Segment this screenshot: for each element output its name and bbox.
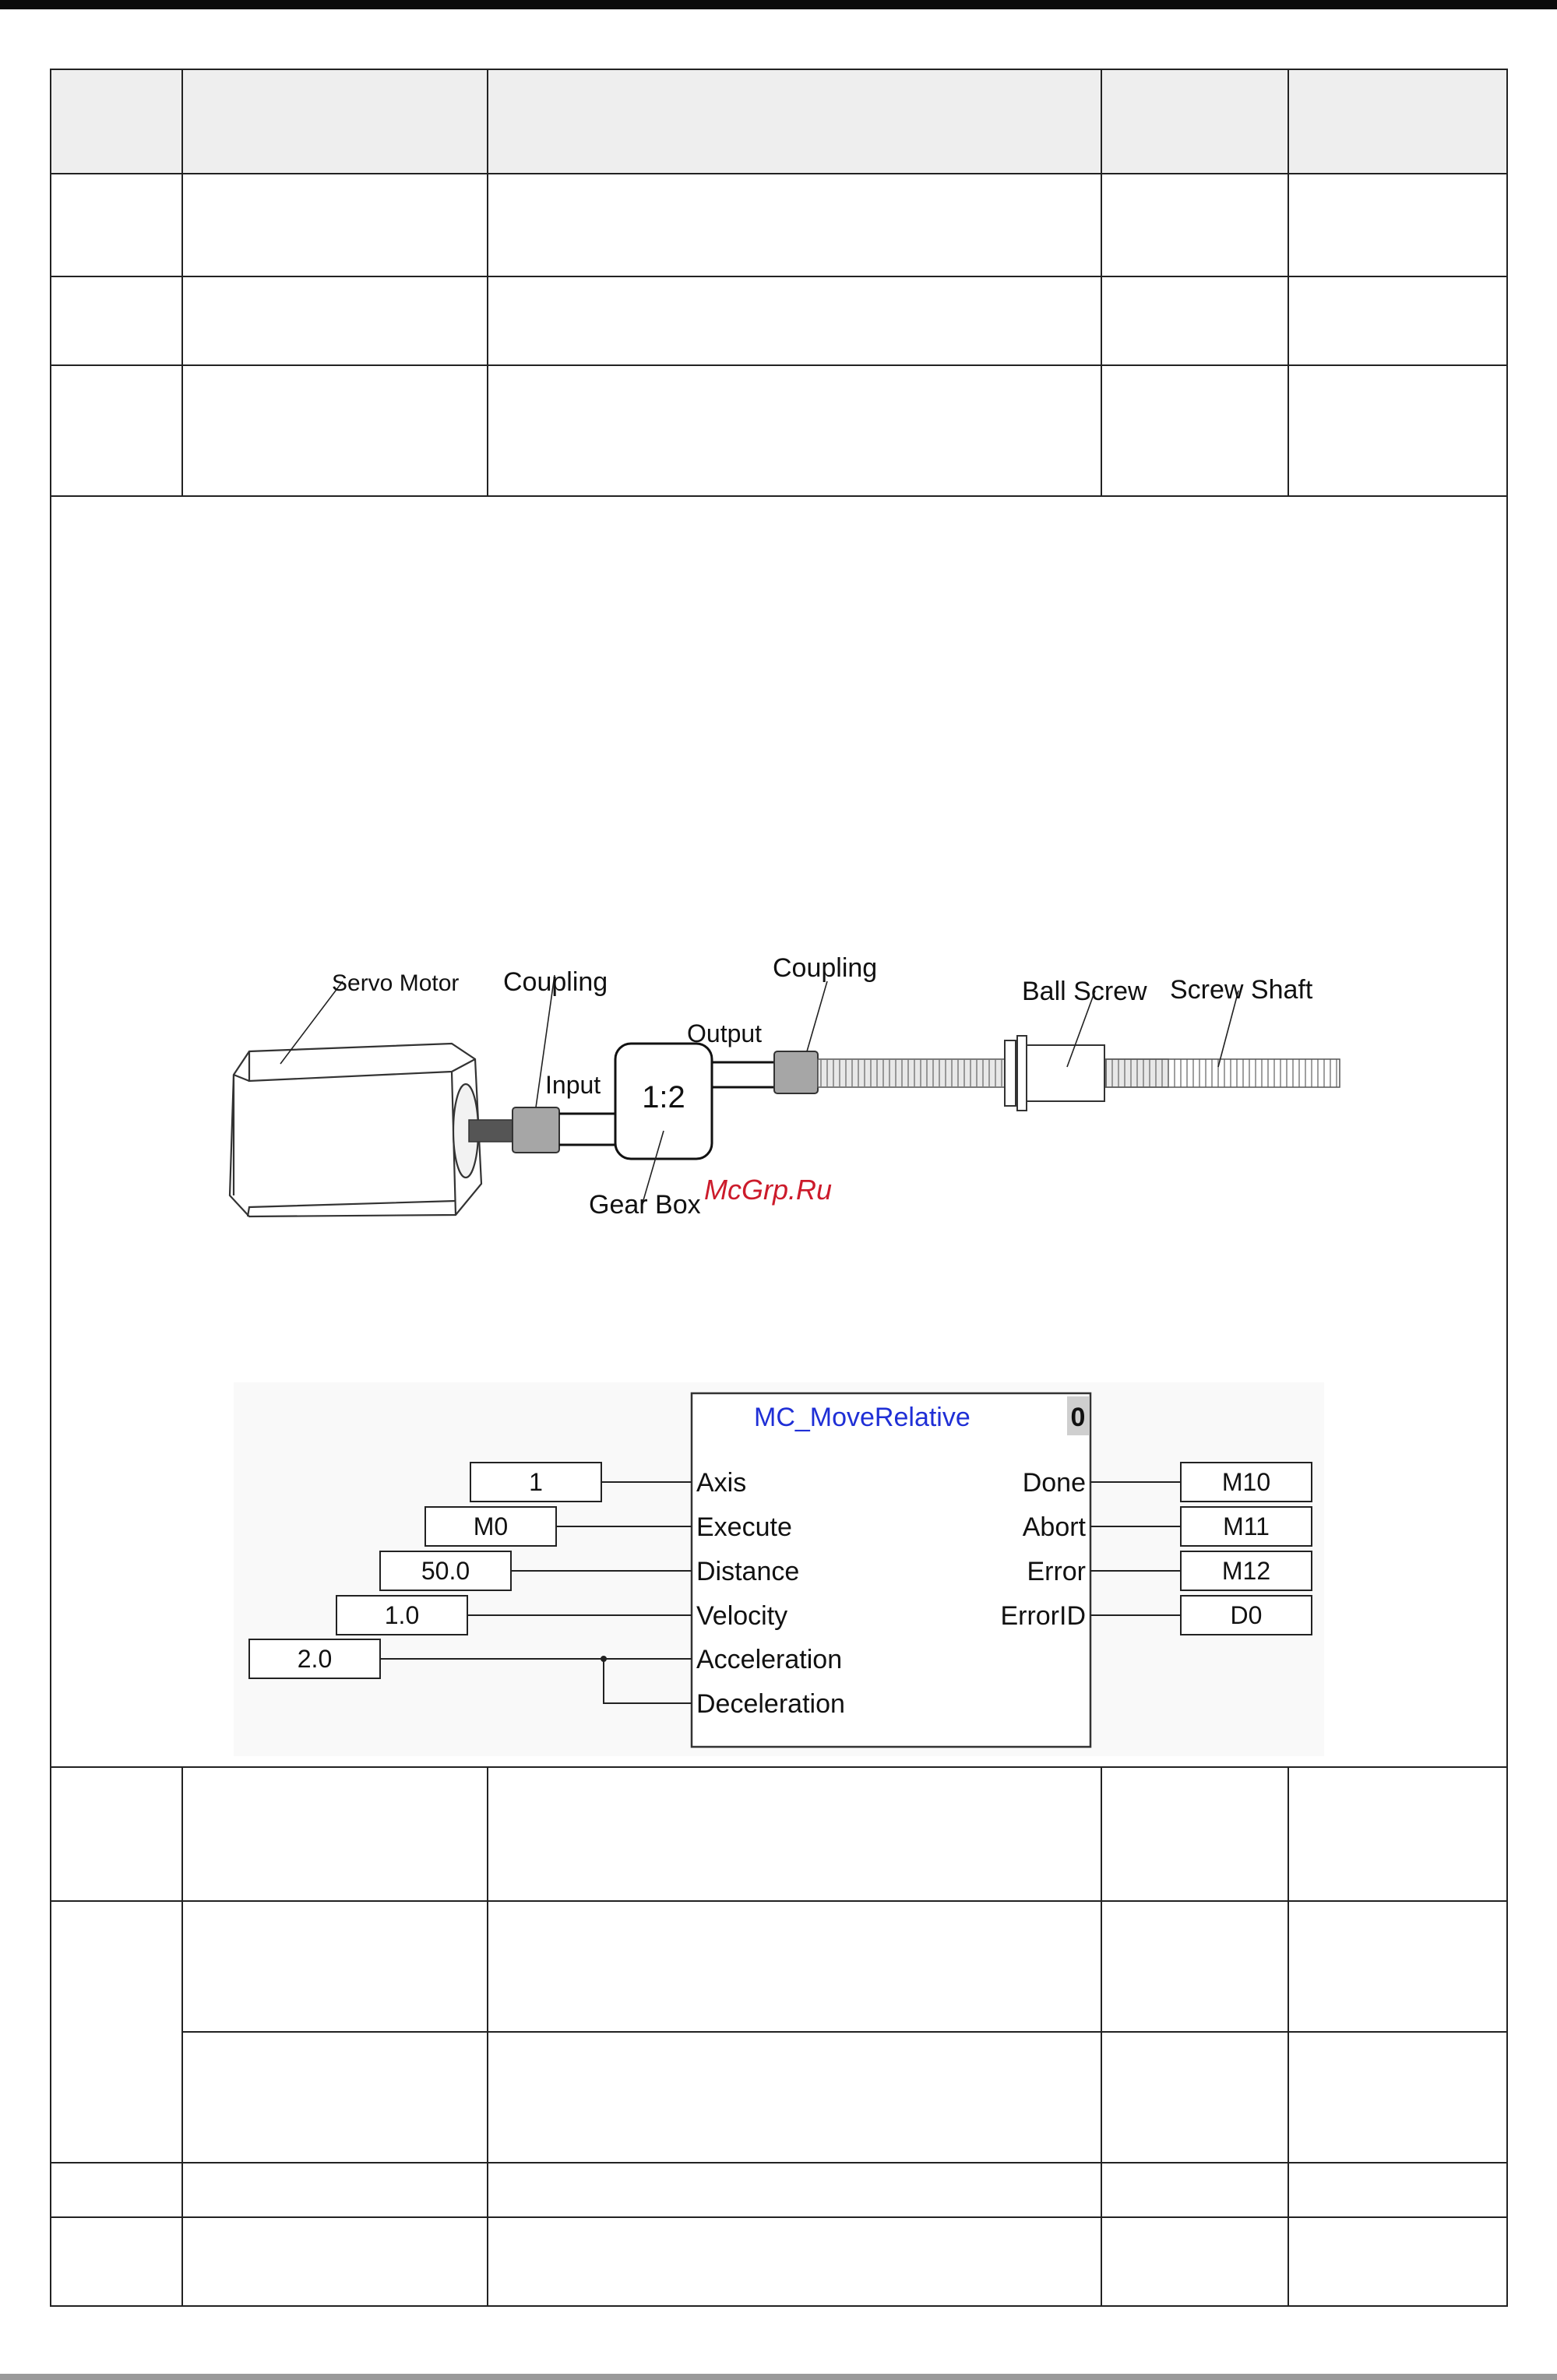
table-cell: [181, 1766, 488, 1902]
table-cell: [487, 2162, 1102, 2218]
table-cell: [487, 2031, 1102, 2163]
table-cell: [1101, 173, 1289, 277]
coupling-1-icon: [513, 1107, 559, 1153]
table-cell: [50, 2162, 183, 2218]
gear-ratio-label: 1:2: [642, 1080, 685, 1114]
input-label: Input: [545, 1071, 601, 1099]
table-cell: [50, 173, 183, 277]
table-cell: [1288, 364, 1508, 497]
input-velocity-value: 1.0: [384, 1601, 420, 1629]
fb-title: MC_MoveRelative: [754, 1403, 970, 1432]
output-errorid-value: D0: [1230, 1601, 1263, 1629]
table-cell: [50, 2216, 183, 2307]
table-cell: [50, 1766, 183, 1902]
table-cell: [1288, 2031, 1508, 2163]
table-cell: [487, 1766, 1102, 1902]
mechanical-drive-diagram: [187, 927, 1355, 1254]
table-cell: [1288, 276, 1508, 366]
fb-instance: 0: [1070, 1403, 1086, 1432]
table-cell: [181, 364, 488, 497]
table-cell: [181, 276, 488, 366]
table-cell: [1288, 2162, 1508, 2218]
bottom-border-bar: [0, 2374, 1557, 2380]
output-label: Output: [687, 1019, 763, 1047]
table-cell: [1101, 276, 1289, 366]
table-header-cell: [487, 69, 1102, 174]
table-cell: [487, 2216, 1102, 2307]
coupling-2-icon: [774, 1051, 818, 1093]
table-cell: [1288, 1900, 1508, 2033]
table-cell: [487, 1900, 1102, 2033]
pin-acceleration: Acceleration: [696, 1645, 843, 1674]
table-cell: [1101, 2216, 1289, 2307]
table-header-cell: [50, 69, 183, 174]
output-abort-value: M11: [1223, 1512, 1270, 1540]
pin-velocity: Velocity: [696, 1601, 788, 1631]
function-block-diagram: [234, 1382, 1324, 1756]
output-error-value: M12: [1221, 1557, 1271, 1585]
pin-error: Error: [1027, 1557, 1086, 1586]
input-distance-value: 50.0: [421, 1557, 470, 1585]
table-cell: [181, 1900, 488, 2033]
table-cell: [50, 1900, 183, 2163]
table-cell: [181, 173, 488, 277]
table-header-cell: [1101, 69, 1289, 174]
input-axis-value: 1: [529, 1468, 543, 1496]
table-header-cell: [181, 69, 488, 174]
table-header-cell: [1288, 69, 1508, 174]
table-cell: [1101, 1900, 1289, 2033]
table-cell: [181, 2031, 488, 2163]
table-cell: [50, 276, 183, 366]
motor-shaft: [469, 1120, 516, 1142]
table-cell: [50, 364, 183, 497]
pin-axis: Axis: [696, 1468, 747, 1498]
table-cell: [1288, 1766, 1508, 1902]
pin-distance: Distance: [696, 1557, 800, 1586]
table-cell: [1101, 1766, 1289, 1902]
input-acceleration-value: 2.0: [297, 1645, 333, 1673]
table-cell: [1101, 2031, 1289, 2163]
pin-done: Done: [1022, 1468, 1086, 1498]
ball-screw-label: Ball Screw: [1022, 977, 1147, 1006]
pin-deceleration: Deceleration: [696, 1689, 845, 1719]
table-cell: [181, 2216, 488, 2307]
table-cell: [487, 276, 1102, 366]
pin-abort: Abort: [1022, 1512, 1086, 1542]
pin-errorid: ErrorID: [1000, 1601, 1086, 1631]
coupling-2-label: Coupling: [773, 953, 878, 983]
table-cell: [487, 173, 1102, 277]
coupling-1-label: Coupling: [503, 967, 608, 997]
servo-motor-icon: [230, 1044, 481, 1216]
wire-junction-dot: [601, 1656, 607, 1662]
table-cell: [1101, 364, 1289, 497]
servo-motor-label: Servo Motor: [332, 970, 460, 996]
pin-execute: Execute: [696, 1512, 792, 1542]
watermark-text: McGrp.Ru: [704, 1174, 833, 1206]
table-cell: [1288, 2216, 1508, 2307]
table-cell: [181, 2162, 488, 2218]
input-execute-value: M0: [473, 1512, 509, 1540]
output-done-value: M10: [1221, 1468, 1271, 1496]
ball-screw-icon: [1005, 1036, 1104, 1111]
table-cell: [1101, 2162, 1289, 2218]
screw-shaft-label: Screw Shaft: [1170, 975, 1313, 1005]
table-cell: [487, 364, 1102, 497]
table-cell: [1288, 173, 1508, 277]
gear-box-label: Gear Box: [589, 1190, 701, 1220]
